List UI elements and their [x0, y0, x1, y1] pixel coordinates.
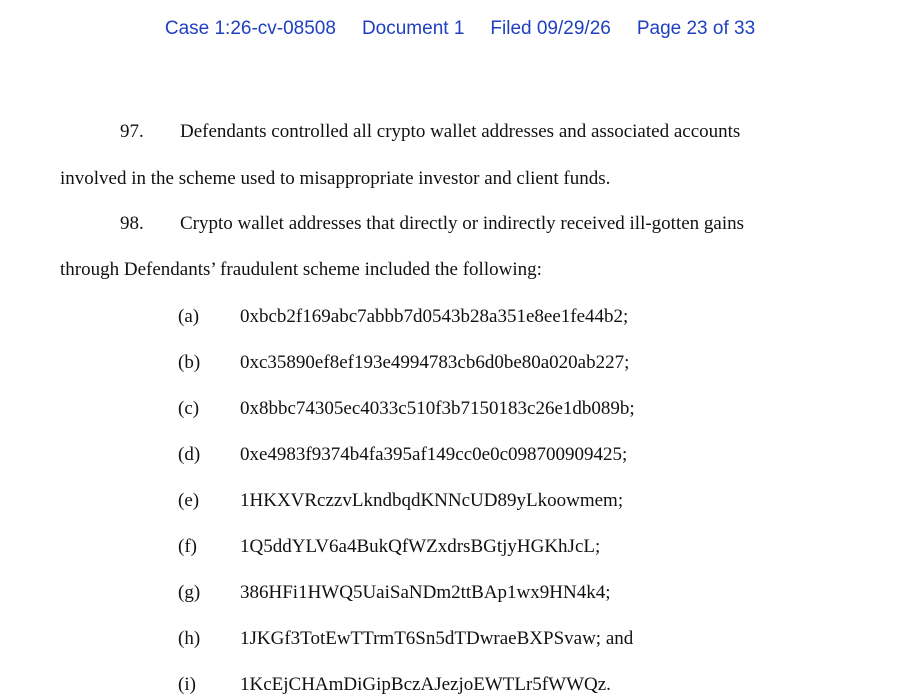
address-item [178, 352, 629, 374]
paragraph-98-second-line: through Defendants’ fraudulent scheme included the following: [60, 259, 542, 280]
paragraph-number: 97. [120, 121, 144, 142]
paragraph-98-first-line [120, 213, 744, 235]
item-label: (i) [178, 674, 196, 695]
paragraph-text: Crypto wallet addresses that directly or indirectly received ill-gotten gains [180, 213, 745, 234]
case-header [0, 18, 920, 40]
wallet-address: 386HFi1HWQ5UaiSaNDm2ttBAp1wx9HN4k4; [240, 582, 611, 603]
filed-date: Filed 09/29/26 [490, 18, 611, 39]
page-number: Page 23 of 33 [636, 18, 756, 39]
item-label: (f) [178, 536, 197, 557]
wallet-address: 0xc35890ef8ef193e4994783cb6d0be80a020ab227; [240, 352, 630, 373]
document-number: Document 1 [361, 18, 465, 39]
wallet-address: 0xbcb2f169abc7abbb7d0543b28a351e8ee1fe44b2; [240, 306, 629, 327]
wallet-address: 0xe4983f9374b4fa395af149cc0e0c098700909425; [240, 444, 628, 465]
address-item [178, 628, 633, 650]
address-item [178, 582, 611, 604]
item-label: (e) [178, 490, 200, 511]
address-item [178, 398, 635, 420]
wallet-address: 1Q5ddYLV6a4BukQfWZxdrsBGtjyHGKhJcL; [240, 536, 601, 557]
address-item [178, 444, 627, 466]
wallet-address: 0x8bbc74305ec4033c510f3b7150183c26e1db089b; [240, 398, 635, 419]
item-label: (c) [178, 398, 200, 419]
wallet-address: 1KcEjCHAmDiGipBczAJezjoEWTLr5fWWQz. [240, 674, 611, 695]
item-label: (h) [178, 628, 201, 649]
paragraph-number: 98. [120, 213, 144, 234]
address-item [178, 536, 600, 558]
address-item [178, 490, 623, 512]
case-number: Case 1:26-cv-08508 [164, 18, 336, 39]
address-item [178, 674, 611, 696]
item-label: (d) [178, 444, 201, 465]
wallet-address: 1HKXVRczzvLkndbqdKNNcUD89yLkoowmem; [240, 490, 624, 511]
item-label: (b) [178, 352, 201, 373]
paragraph-97-first-line [120, 121, 740, 143]
wallet-address: 1JKGf3TotEwTTrmT6Sn5dTDwraeBXPSvaw; and [240, 628, 634, 649]
paragraph-97-second-line: involved in the scheme used to misappropriate investor and client funds. [60, 168, 611, 189]
item-label: (a) [178, 306, 200, 327]
paragraph-text: Defendants controlled all crypto wallet addresses and associated accounts [180, 121, 741, 142]
item-label: (g) [178, 582, 201, 603]
address-item [178, 306, 628, 328]
